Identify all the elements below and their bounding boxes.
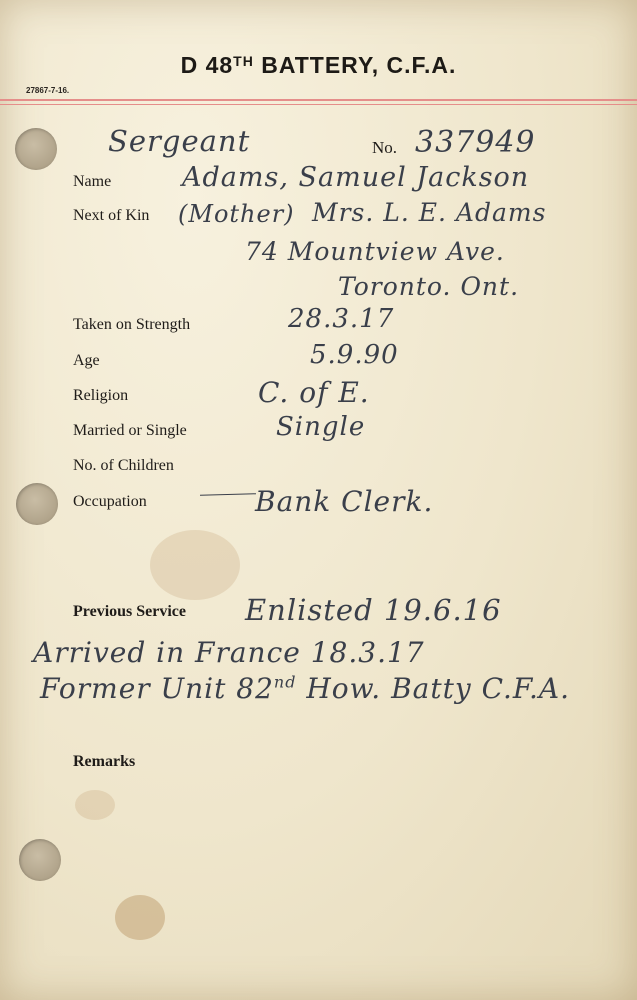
- form-code: 27867-7-16.: [26, 86, 70, 95]
- kin-name-entry: Mrs. L. E. Adams: [312, 198, 547, 227]
- marital-status-entry: Single: [276, 412, 366, 442]
- battery-title: D 48TH BATTERY, C.F.A.: [180, 52, 457, 78]
- punch-hole: [16, 483, 58, 525]
- married-or-single-label: Married or Single: [73, 422, 187, 439]
- header-rule: [0, 104, 637, 105]
- age-entry: 5.9.90: [310, 340, 399, 370]
- taken-on-strength-entry: 28.3.17: [288, 304, 395, 334]
- occupation-entry: Bank Clerk.: [255, 485, 434, 518]
- name-entry: Adams, Samuel Jackson: [182, 162, 530, 193]
- previous-service-label: Previous Service: [73, 603, 187, 620]
- header-rule: [0, 99, 637, 101]
- taken-on-strength-label: Taken on Strength: [73, 316, 191, 333]
- religion-label: Religion: [73, 387, 129, 404]
- no-of-children-label: No. of Children: [73, 457, 174, 474]
- occupation-label: Occupation: [73, 493, 147, 510]
- paper-stain: [150, 530, 240, 600]
- punch-hole: [15, 128, 57, 170]
- previous-service-line-3: Former Unit 82nd How. Batty C.F.A.: [40, 672, 570, 705]
- religion-entry: C. of E.: [258, 376, 370, 409]
- age-label: Age: [73, 352, 100, 369]
- previous-service-line-2: Arrived in France 18.3.17: [33, 636, 425, 669]
- kin-relation-entry: (Mother): [178, 200, 295, 228]
- kin-address-line-1: 74 Mountview Ave.: [245, 237, 505, 266]
- occupation-dash: [200, 493, 256, 495]
- punch-hole: [19, 839, 61, 881]
- number-entry: 337949: [415, 125, 536, 160]
- name-label: Name: [73, 173, 112, 190]
- next-of-kin-label: Next of Kin: [73, 207, 150, 224]
- remarks-label: Remarks: [73, 753, 136, 770]
- paper-stain: [115, 895, 165, 940]
- number-label: No.: [372, 138, 398, 157]
- previous-service-line-1: Enlisted 19.6.16: [245, 593, 502, 627]
- rank-entry: Sergeant: [108, 124, 251, 158]
- kin-address-line-2: Toronto. Ont.: [338, 272, 520, 301]
- paper-stain: [75, 790, 115, 820]
